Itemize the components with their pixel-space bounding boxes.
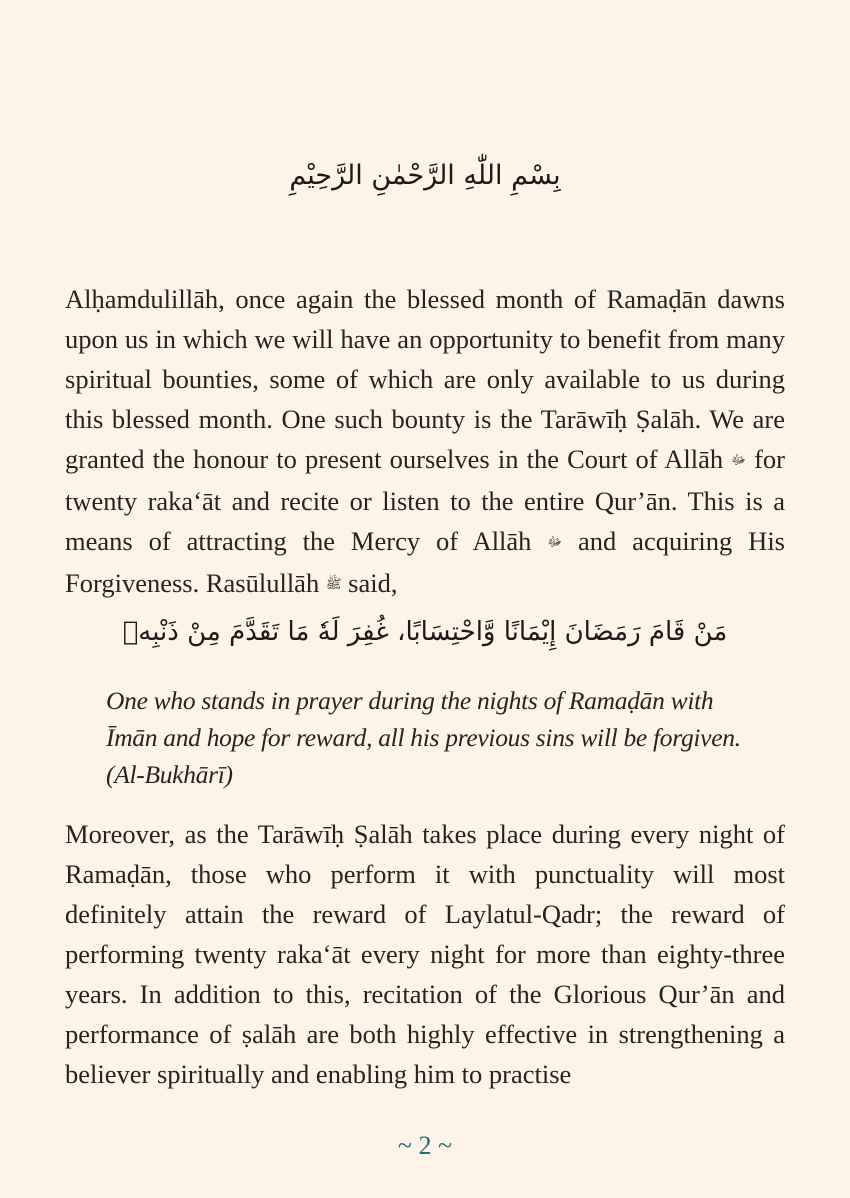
paragraph-intro-part-3: and acquiring His Forgiveness. Rasūlullāh	[65, 526, 785, 598]
basmala-heading: بِسْمِ اللّٰهِ الرَّحْمٰنِ الرَّحِيْمِ	[289, 160, 561, 191]
hadith-arabic: مَنْ قَامَ رَمَضَانَ إِيْمَانًا وَّاحْتِسَابًا، غُفِرَ لَهٗ مَا تَقَدَّمَ مِنْ ذَنْبِهٖ	[122, 617, 728, 647]
honorific-prophet-icon: ﷺ	[325, 577, 342, 592]
paragraph-intro-part-1: Alḥamdulillāh, once again the blessed month of Ramaḍān dawns upon us in which we will have an opportunity to benefit from many spiritual bounties, some of which are only available to us during this blessed month. One such bounty is the Tarāwīḥ Ṣalāh. We are granted the honour to present ourselves in the Court of Allāh	[65, 284, 785, 474]
page-number: ~ 2 ~	[397, 1131, 453, 1160]
honorific-allah-icon: ﷻ	[731, 453, 746, 468]
paragraph-intro-part-2: for twenty raka‘āt and recite or listen to the entire Qur’ān. This is a means of attracting the Mercy of Allāh	[65, 444, 785, 556]
paragraph-intro	[65, 279, 785, 605]
honorific-allah-icon: ﷻ	[547, 535, 563, 550]
paragraph-continuation: Moreover, as the Tarāwīḥ Ṣalāh takes place during every night of Ramaḍān, those who perform it with punctuality will most definitely attain the reward of Laylatul-Qadr; the reward of performing twenty raka‘āt every night for more than eighty-three years. In addition to this, recitation of the Glorious Qur’ān and performance of ṣalāh are both highly effective in strengthening a believer spiritually and enabling him to practise	[65, 819, 785, 1089]
hadith-translation: One who stands in prayer during the nights of Ramaḍān with Īmān and hope for reward, all his previous sins will be forgiven. (Al-Bukhārī)	[106, 686, 741, 789]
paragraph-intro-part-4: said,	[341, 568, 398, 598]
